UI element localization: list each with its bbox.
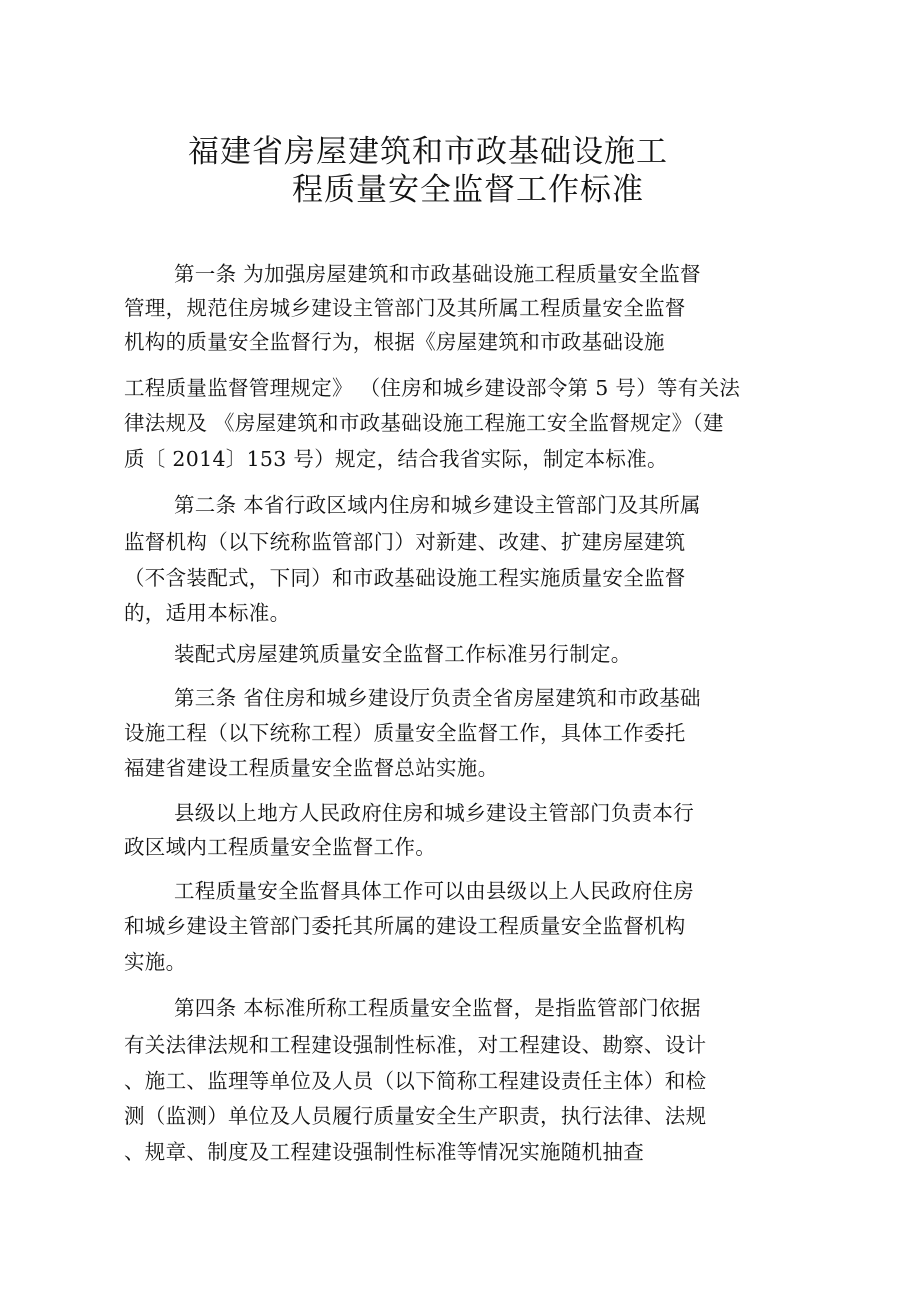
body-line-14: 福建省建设工程质量安全监督总站实施。 [124, 756, 499, 780]
body-line-11: 装配式房屋建筑质量安全监督工作标准另行制定。 [174, 642, 632, 666]
body-line-8: 监督机构（以下统称监管部门）对新建、改建、扩建房屋建筑 [124, 530, 686, 554]
body-line-10: 的，适用本标准。 [124, 601, 291, 625]
body-line-19: 实施。 [124, 950, 187, 974]
body-line-16: 政区域内工程质量安全监督工作。 [124, 835, 436, 859]
body-line-13: 设施工程（以下统称工程）质量安全监督工作，具体工作委托 [124, 721, 686, 745]
body-line-23: 测（监测）单位及人员履行质量安全生产职责，执行法律、法规 [124, 1104, 707, 1128]
body-line-2: 管理，规范住房城乡建设主管部门及其所属工程质量安全监督 [124, 296, 686, 320]
body-line-21: 有关法律法规和工程建设强制性标准，对工程建设、勘察、设计 [124, 1033, 707, 1057]
document-title-line-2: 程质量安全监督工作标准 [292, 172, 644, 208]
body-line-5: 律法规及 《房屋建筑和市政基础设施工程施工安全监督规定》（建 [124, 411, 724, 435]
body-line-24: 、规章、制度及工程建设强制性标准等情况实施随机抽查 [124, 1140, 644, 1164]
body-line-6: 质〔 2014〕153 号）规定，结合我省实际，制定本标准。 [124, 447, 668, 471]
body-line-3: 机构的质量安全监督行为，根据《房屋建筑和市政基础设施 [124, 330, 665, 354]
body-line-9: （不含装配式，下同）和市政基础设施工程实施质量安全监督 [124, 566, 686, 590]
body-line-20: 第四条 本标准所称工程质量安全监督，是指监管部门依据 [174, 996, 701, 1020]
body-line-17: 工程质量安全监督具体工作可以由县级以上人民政府住房 [174, 879, 694, 903]
body-line-15: 县级以上地方人民政府住房和城乡建设主管部门负责本行 [174, 801, 694, 825]
body-line-18: 和城乡建设主管部门委托其所属的建设工程质量安全监督机构 [124, 914, 686, 938]
body-line-12: 第三条 省住房和城乡建设厅负责全省房屋建筑和市政基础 [174, 686, 701, 710]
body-line-4: 工程质量监督管理规定》 （住房和城乡建设部令第 5 号）等有关法 [124, 376, 741, 400]
body-line-7: 第二条 本省行政区域内住房和城乡建设主管部门及其所属 [174, 493, 701, 517]
body-line-1: 第一条 为加强房屋建筑和市政基础设施工程质量安全监督 [174, 262, 701, 286]
document-title-line-1: 福建省房屋建筑和市政基础设施工 [188, 134, 668, 170]
body-line-22: 、施工、监理等单位及人员（以下简称工程建设责任主体）和检 [124, 1069, 707, 1093]
